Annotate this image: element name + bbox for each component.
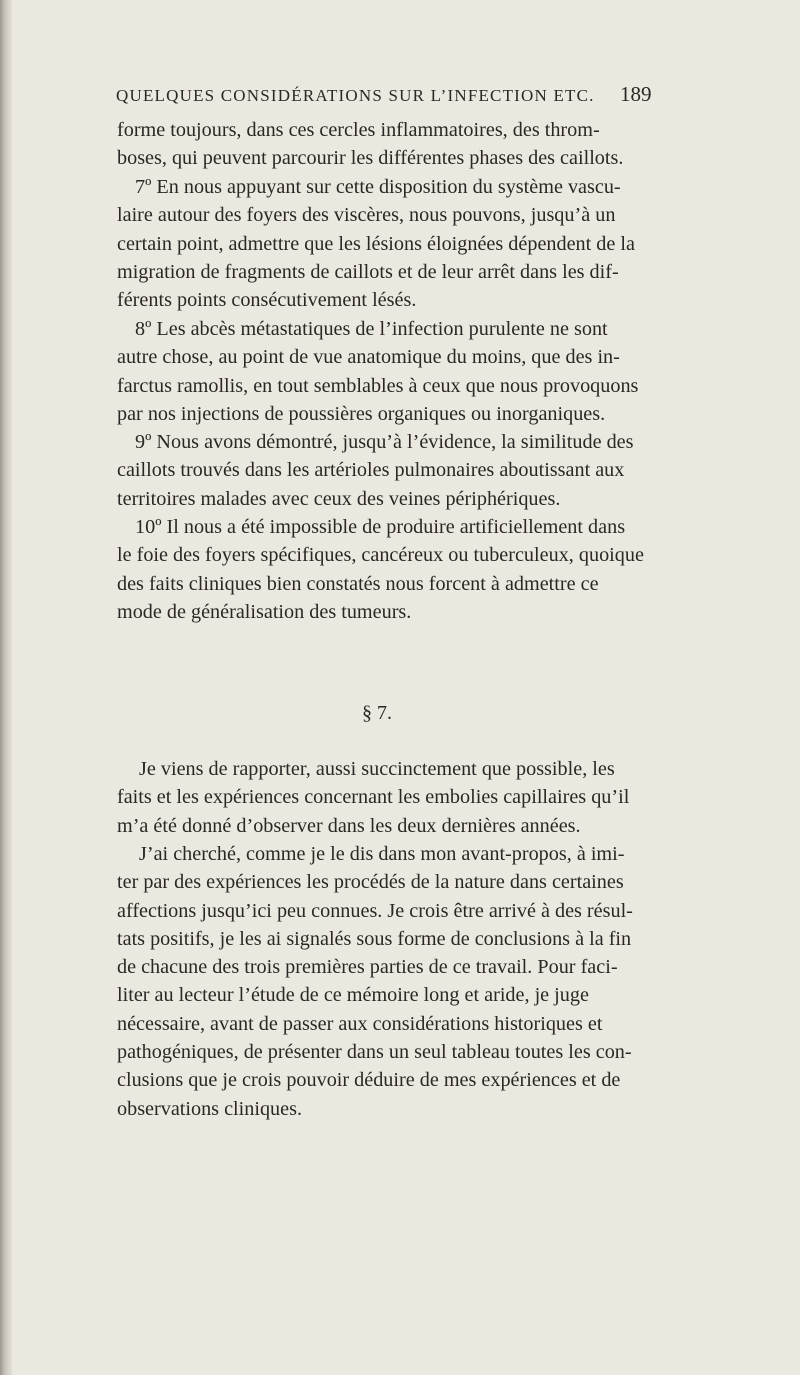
text-line: ter par des expériences les procédés de la nature dans certaines [117, 871, 624, 894]
text-line: par nos injections de poussières organiques ou inorganiques. [117, 402, 606, 425]
text-line: boses, qui peuvent parcourir les différentes phases des caillots. [117, 147, 624, 170]
text-line: nécessaire, avant de passer aux considérations historiques et [117, 1012, 603, 1035]
running-head: QUELQUES CONSIDÉRATIONS SUR L’INFECTION ETC. [116, 86, 595, 105]
section-paragraph-2 [117, 840, 657, 1123]
text-line: faits et les expériences concernant les embolies capillaires qu’il [117, 786, 630, 809]
text-line: farctus ramollis, en tout semblables à ceux que nous provoquons [117, 374, 639, 397]
section-heading: § 7. [362, 702, 392, 724]
conclusion-9 [117, 428, 657, 513]
text-line: observations cliniques. [117, 1097, 303, 1120]
conclusion-8 [117, 315, 657, 428]
text-line: forme toujours, dans ces cercles inflammatoires, des throm- [117, 119, 600, 141]
text-line: le foie des foyers spécifiques, cancéreux ou tuberculeux, quoique [117, 544, 644, 567]
conclusion-7 [117, 173, 657, 314]
text-line: tats positifs, je les ai signalés sous forme de conclusions à la fin [117, 927, 632, 950]
text-line: férents points consécutivement lésés. [117, 289, 417, 312]
text-line: migration de fragments de caillots et de leur arrêt dans les dif- [117, 260, 619, 283]
text-line: 7º En nous appuyant sur cette disposition du système vascu- [135, 176, 621, 198]
text-line: 10º Il nous a été impossible de produire artificiellement dans [135, 516, 626, 538]
text-line: caillots trouvés dans les artérioles pulmonaires aboutissant aux [117, 459, 625, 482]
paragraph-continuation [117, 116, 657, 173]
text-line: laire autour des foyers des viscères, nous pouvons, jusqu’à un [117, 204, 616, 227]
text-line: liter au lecteur l’étude de ce mémoire long et aride, je juge [117, 984, 589, 1007]
page-binding-edge [0, 0, 12, 1375]
text-line: territoires malades avec ceux des veines périphériques. [117, 487, 561, 510]
text-line: affections jusqu’ici peu connues. Je crois être arrivé à des résul- [117, 899, 633, 922]
text-line: Je viens de rapporter, aussi succinctement que possible, les [139, 758, 615, 780]
text-line: autre chose, au point de vue anatomique du moins, que des in- [117, 346, 620, 369]
page-number: 189 [620, 82, 652, 106]
text-line: pathogéniques, de présenter dans un seul tableau toutes les con- [117, 1041, 632, 1064]
conclusion-10 [117, 513, 657, 626]
text-line: mode de généralisation des tumeurs. [117, 600, 412, 623]
text-line: J’ai cherché, comme je le dis dans mon avant-propos, à imi- [139, 843, 625, 865]
text-line: 9º Nous avons démontré, jusqu’à l’évidence, la similitude des [135, 431, 634, 453]
text-line: clusions que je crois pouvoir déduire de mes expériences et de [117, 1069, 621, 1092]
section-paragraph-1 [117, 755, 657, 840]
text-line: de chacune des trois premières parties de ce travail. Pour faci- [117, 956, 618, 979]
text-line: des faits cliniques bien constatés nous forcent à admettre ce [117, 572, 599, 595]
text-line: m’a été donné d’observer dans les deux dernières années. [117, 814, 581, 837]
text-line: certain point, admettre que les lésions éloignées dépendent de la [117, 232, 635, 255]
text-line: 8º Les abcès métastatiques de l’infection purulente ne sont [135, 318, 608, 340]
